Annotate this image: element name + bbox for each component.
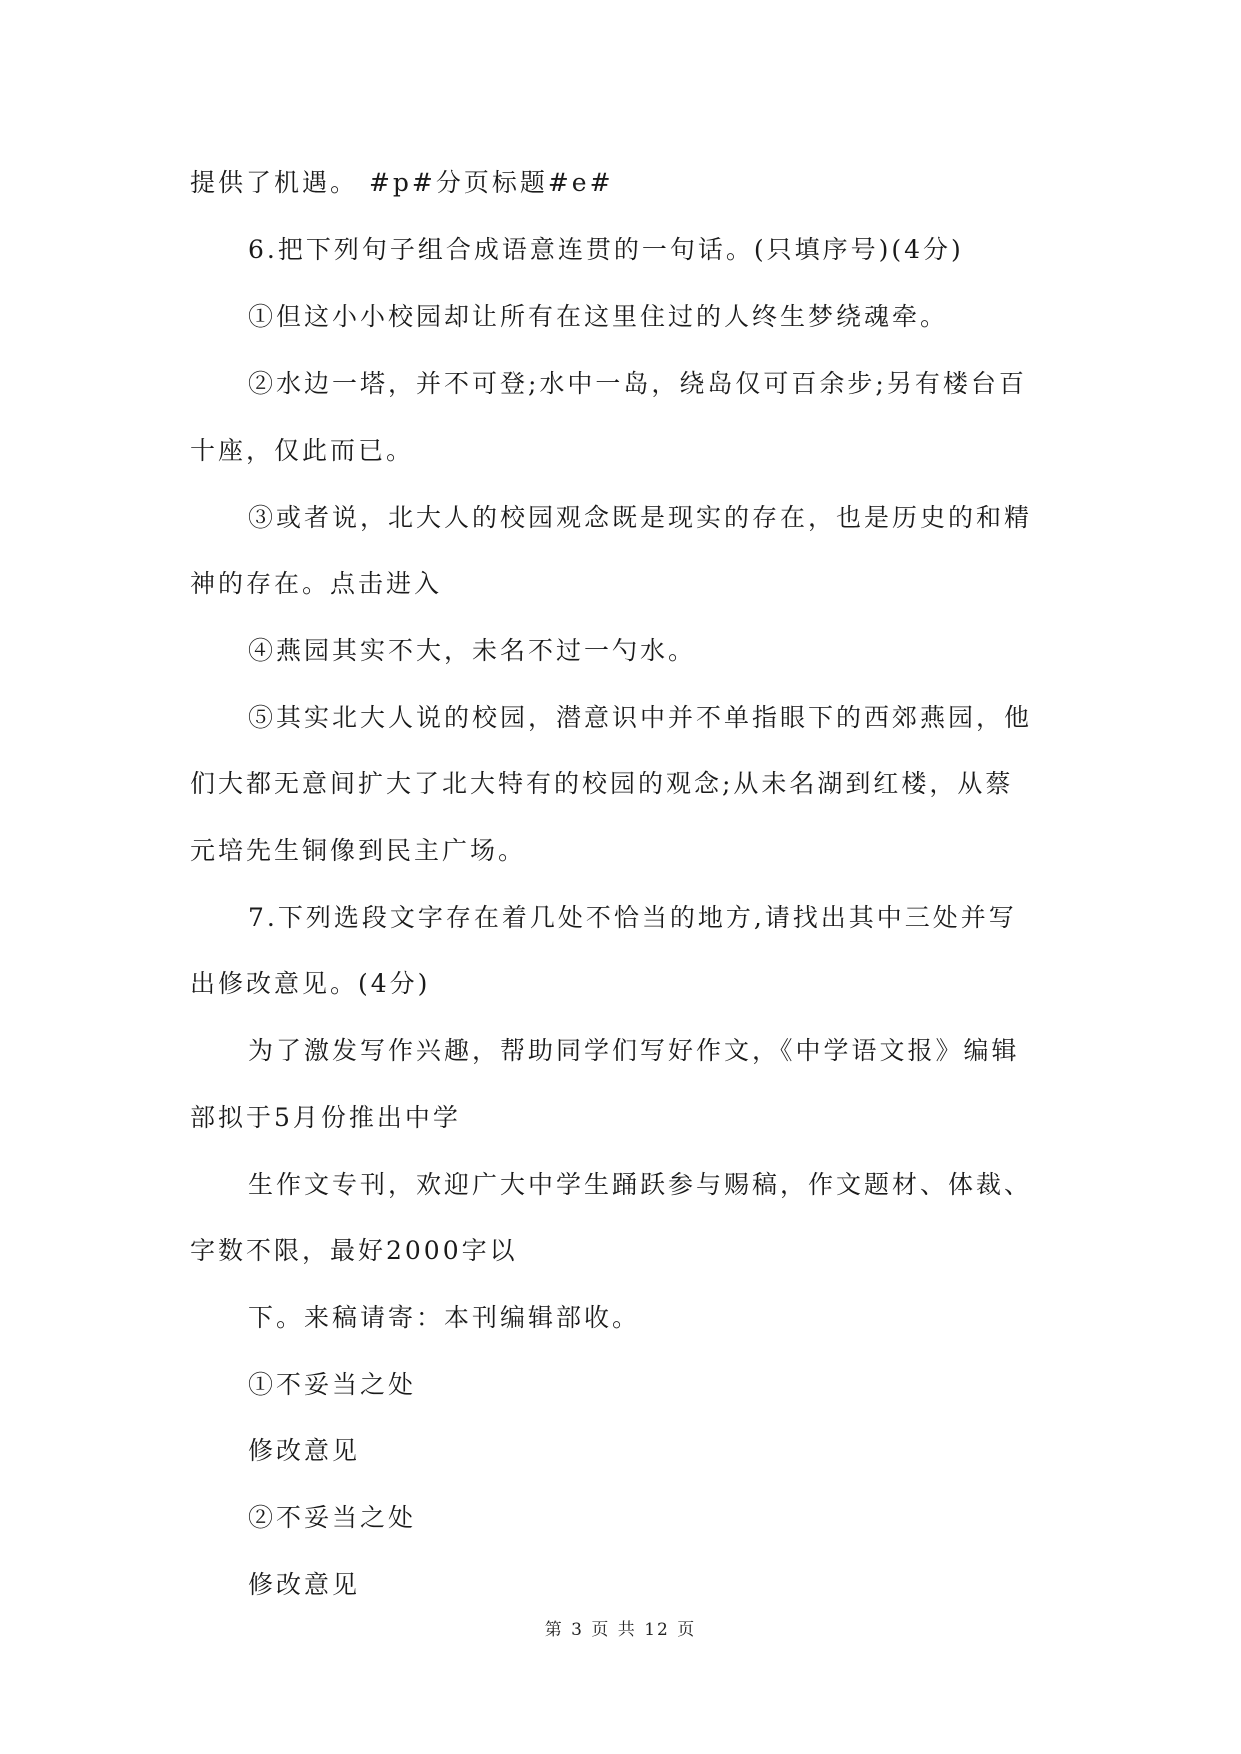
- sentence-2-cont: 十座，仅此而已。: [190, 436, 415, 465]
- sentence-3: ③或者说，北大人的校园观念既是现实的存在，也是历史的和精: [248, 503, 1033, 532]
- question-7-title-cont: 出修改意见。(4分): [190, 969, 431, 998]
- passage-line: 下。来稿请寄：本刊编辑部收。: [248, 1303, 641, 1332]
- passage-line: 字数不限，最好2000字以: [190, 1236, 518, 1265]
- passage-line: 生作文专刊，欢迎广大中学生踊跃参与赐稿，作文题材、体裁、: [248, 1170, 1033, 1199]
- sentence-2: ②水边一塔，并不可登;水中一岛，绕岛仅可百余步;另有楼台百: [248, 369, 1027, 398]
- passage-line: 部拟于5月份推出中学: [190, 1103, 461, 1132]
- answer-label: ②不妥当之处: [248, 1503, 417, 1532]
- sentence-5-cont: 们大都无意间扩大了北大特有的校园的观念;从未名湖到红楼，从蔡: [190, 769, 1014, 798]
- sentence-3-cont: 神的存在。点击进入: [190, 569, 443, 598]
- question-6-title: 6.把下列句子组合成语意连贯的一句话。(只填序号)(4分): [248, 235, 964, 264]
- answer-label: 修改意见: [248, 1570, 361, 1599]
- answer-label: 修改意见: [248, 1436, 361, 1465]
- passage-line: 为了激发写作兴趣，帮助同学们写好作文，《中学语文报》编辑: [248, 1036, 1020, 1065]
- question-7-title: 7.下列选段文字存在着几处不恰当的地方,请找出其中三处并写: [248, 903, 1017, 932]
- sentence-5: ⑤其实北大人说的校园，潜意识中并不单指眼下的西郊燕园，他: [248, 703, 1033, 732]
- sentence-5-cont: 元培先生铜像到民主广场。: [190, 836, 527, 865]
- text-line: 提供了机遇。 #p#分页标题#e#: [190, 168, 614, 197]
- page-footer: 第 3 页 共 12 页: [544, 1620, 697, 1640]
- sentence-1: ①但这小小校园却让所有在这里住过的人终生梦绕魂牵。: [248, 302, 949, 331]
- answer-label: ①不妥当之处: [248, 1370, 417, 1399]
- sentence-4: ④燕园其实不大，未名不过一勺水。: [248, 636, 697, 665]
